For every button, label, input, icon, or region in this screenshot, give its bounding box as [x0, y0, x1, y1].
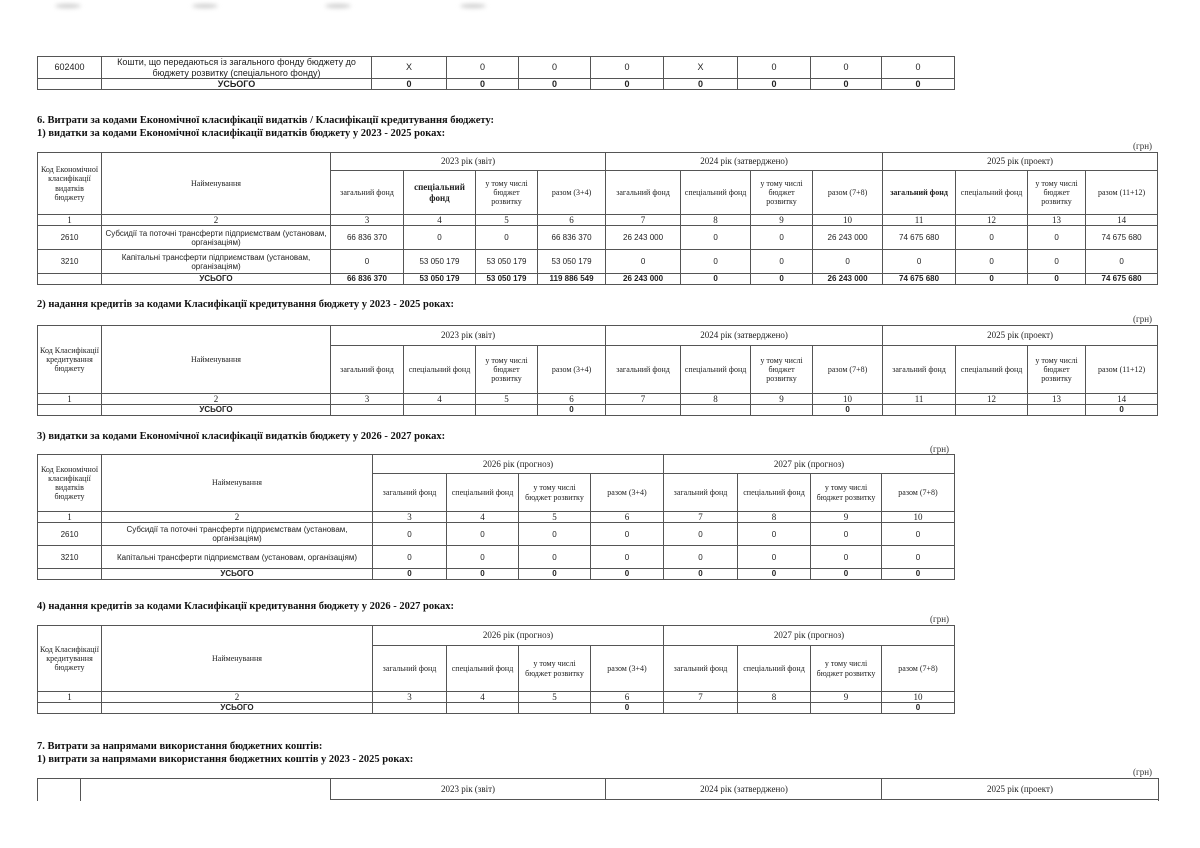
header-general: загальний фонд: [373, 474, 447, 512]
header-special: спеціальний фонд: [404, 171, 476, 215]
column-number: 3: [373, 692, 447, 703]
header-special: спеціальний фонд: [447, 646, 519, 692]
header-special: спеціальний фонд: [956, 346, 1028, 394]
total-label: УСЬОГО: [102, 703, 373, 713]
header-incl-dev: у тому числі бюджет розвитку: [1028, 171, 1086, 215]
cell: 0: [738, 523, 811, 546]
row-code: 602400: [38, 57, 102, 79]
total-row: [38, 569, 955, 579]
cell: 0: [664, 523, 738, 546]
cell: 0: [738, 79, 811, 90]
column-number: 1: [38, 692, 102, 703]
cell: 66 836 370: [331, 226, 404, 250]
total-cell: 53 050 179: [404, 274, 476, 284]
column-number: 10: [882, 692, 955, 703]
header-special: спеціальний фонд: [738, 474, 811, 512]
cell: 0: [882, 57, 955, 79]
cell: 0: [331, 250, 404, 274]
total-cell: [404, 405, 476, 415]
cell: 66 836 370: [538, 226, 606, 250]
column-number: 2: [102, 692, 373, 703]
row-name: Капітальні трансферти підприємствам (установам, організаціям): [102, 546, 373, 569]
cell: 0: [1086, 250, 1158, 274]
column-number: 4: [447, 512, 519, 523]
header-general: загальний фонд: [331, 171, 404, 215]
header-sum: разом (3+4): [591, 474, 664, 512]
header-special: спеціальний фонд: [681, 171, 751, 215]
subsection-2-title: 2) надання кредитів за кодами Класифікації кредитування бюджету у 2023 - 2025 роках:: [37, 299, 455, 310]
row-name: Субсидії та поточні трансферти підприємствам (установам, організаціям): [102, 226, 331, 250]
column-number: 13: [1028, 394, 1086, 405]
credits-2026-2027-table: [37, 625, 955, 714]
column-number: 13: [1028, 215, 1086, 226]
row-name: Кошти, що передаються із загального фонду бюджету до бюджету розвитку (спеціального фонду): [102, 57, 372, 79]
table-row: [38, 226, 1158, 250]
cell: X: [372, 57, 447, 79]
column-number: 4: [404, 215, 476, 226]
header-sum: разом (11+12): [1086, 346, 1158, 394]
header-general: загальний фонд: [373, 646, 447, 692]
unit-label: (грн): [930, 444, 950, 454]
header-special: спеціальний фонд: [404, 346, 476, 394]
header-year-2024: 2024 рік (затверджено): [605, 779, 882, 799]
header-name: Найменування: [102, 153, 331, 215]
header-year-2024: 2024 рік (затверджено): [606, 326, 883, 346]
cell: 74 675 680: [883, 226, 956, 250]
cell: 0: [519, 523, 591, 546]
cell: 0: [882, 79, 955, 90]
header-special: спеціальний фонд: [956, 171, 1028, 215]
table-row: [38, 523, 955, 546]
total-row: [38, 703, 955, 713]
total-label: УСЬОГО: [102, 274, 331, 284]
total-row: [38, 274, 1158, 284]
scan-mark: [192, 4, 218, 8]
total-cell: [606, 405, 681, 415]
column-number: 9: [751, 215, 813, 226]
total-cell: [373, 703, 447, 713]
total-label: УСЬОГО: [102, 569, 373, 579]
header-sum: разом (7+8): [882, 646, 955, 692]
unit-label: (грн): [1133, 314, 1153, 324]
header-code: Код Класифікації кредитування бюджету: [38, 626, 102, 692]
header-special: спеціальний фонд: [447, 474, 519, 512]
header-incl-dev: у тому числі бюджет розвитку: [751, 346, 813, 394]
total-cell: 0: [751, 274, 813, 284]
cell: 0: [372, 79, 447, 90]
cell: [38, 405, 102, 415]
total-cell: [738, 703, 811, 713]
cell: [38, 79, 102, 90]
column-numbers-row: [38, 692, 955, 703]
row-code: 3210: [38, 250, 102, 274]
column-number: 1: [38, 394, 102, 405]
header-general: загальний фонд: [883, 171, 956, 215]
header-year-2023: 2023 рік (звіт): [331, 326, 606, 346]
total-cell: [681, 405, 751, 415]
total-cell: 0: [447, 569, 519, 579]
column-number: 5: [476, 215, 538, 226]
cell: 0: [519, 79, 591, 90]
total-row: [38, 405, 1158, 415]
header-sum: разом (3+4): [538, 171, 606, 215]
column-number: 5: [476, 394, 538, 405]
column-number: 4: [404, 394, 476, 405]
header-special: спеціальний фонд: [681, 346, 751, 394]
total-cell: 0: [813, 405, 883, 415]
cell: 0: [681, 226, 751, 250]
cell: 0: [956, 226, 1028, 250]
header-general: загальний фонд: [883, 346, 956, 394]
header-incl-dev: у тому числі бюджет розвитку: [751, 171, 813, 215]
header-name: Найменування: [102, 626, 373, 692]
column-number: 1: [38, 215, 102, 226]
total-cell: 0: [1086, 405, 1158, 415]
cell: 0: [811, 546, 882, 569]
header-code: Код Економічної класифікації видатків бюджету: [38, 455, 102, 512]
column-number: 7: [664, 512, 738, 523]
subsection-3-title: 3) видатки за кодами Економічної класифікації видатків бюджету у 2026 - 2027 роках:: [37, 431, 446, 442]
column-number: 11: [883, 215, 956, 226]
cell: 0: [519, 546, 591, 569]
total-cell: [331, 405, 404, 415]
row-name: Капітальні трансферти підприємствам (установам, організаціям): [102, 250, 331, 274]
unit-label: (грн): [930, 614, 950, 624]
cell: 0: [811, 79, 882, 90]
header-year-2027: 2027 рік (прогноз): [664, 455, 955, 474]
total-cell: 74 675 680: [883, 274, 956, 284]
total-cell: 53 050 179: [476, 274, 538, 284]
cell: 0: [664, 546, 738, 569]
total-cell: 0: [519, 569, 591, 579]
header-row: [38, 455, 955, 474]
column-number: 8: [681, 394, 751, 405]
header-row: [38, 153, 1158, 171]
total-cell: [664, 703, 738, 713]
cell: 0: [956, 250, 1028, 274]
total-cell: 0: [811, 569, 882, 579]
total-row: [38, 79, 955, 90]
cell: 0: [373, 523, 447, 546]
subsection-4-title: 4) надання кредитів за кодами Класифікації кредитування бюджету у 2026 - 2027 роках:: [37, 601, 455, 612]
header-name: Найменування: [102, 455, 373, 512]
header-year-2024: 2024 рік (затверджено): [606, 153, 883, 171]
column-number: 4: [447, 692, 519, 703]
column-number: 6: [538, 215, 606, 226]
cell: 0: [447, 79, 519, 90]
cell: 0: [811, 57, 882, 79]
scan-mark: [325, 4, 351, 8]
cell: X: [664, 57, 738, 79]
column-number: 12: [956, 215, 1028, 226]
table-row: [38, 546, 955, 569]
total-cell: 0: [591, 569, 664, 579]
cell: 0: [591, 57, 664, 79]
expenses-2023-2025-table: [37, 152, 1158, 285]
header-general: загальний фонд: [331, 346, 404, 394]
total-cell: 0: [738, 569, 811, 579]
column-number: 11: [883, 394, 956, 405]
table-row: [38, 57, 955, 79]
cell: 26 243 000: [813, 226, 883, 250]
cell: 0: [883, 250, 956, 274]
total-cell: 0: [882, 703, 955, 713]
cell: 0: [738, 546, 811, 569]
cell: 0: [591, 523, 664, 546]
header-code: Код Класифікації кредитування бюджету: [38, 326, 102, 394]
header-year-2023: 2023 рік (звіт): [331, 153, 606, 171]
section-7-title: 7. Витрати за напрямами використання бюджетних коштів:: [37, 741, 323, 752]
cell: 0: [882, 523, 955, 546]
column-number: 6: [538, 394, 606, 405]
cell: 0: [591, 546, 664, 569]
header-code: Код Економічної класифікації видатків бюджету: [38, 153, 102, 215]
total-cell: 119 886 549: [538, 274, 606, 284]
column-number: 9: [811, 692, 882, 703]
column-number: 8: [738, 692, 811, 703]
cell: 0: [1028, 226, 1086, 250]
cell: 0: [373, 546, 447, 569]
header-year-2025: 2025 рік (проект): [881, 779, 1158, 799]
column-number: 1: [38, 512, 102, 523]
header-general: загальний фонд: [606, 171, 681, 215]
cell: [38, 703, 102, 713]
header-row: [38, 326, 1158, 346]
cell: 0: [882, 546, 955, 569]
cell: 0: [664, 79, 738, 90]
table-row: [38, 250, 1158, 274]
total-cell: [811, 703, 882, 713]
section-6-title: 6. Витрати за кодами Економічної класифікації видатків / Класифікації кредитування бюджету:: [37, 115, 495, 126]
header-sum: разом (3+4): [538, 346, 606, 394]
total-cell: [519, 703, 591, 713]
cell: 26 243 000: [606, 226, 681, 250]
column-number: 8: [681, 215, 751, 226]
total-cell: [447, 703, 519, 713]
header-general: загальний фонд: [664, 646, 738, 692]
header-general: загальний фонд: [606, 346, 681, 394]
column-number: 2: [102, 394, 331, 405]
row-code: 3210: [38, 546, 102, 569]
header-row: [38, 626, 955, 646]
header-general: загальний фонд: [664, 474, 738, 512]
total-cell: [476, 405, 538, 415]
column-number: 9: [811, 512, 882, 523]
column-number: 5: [519, 692, 591, 703]
header-incl-dev: у тому числі бюджет розвитку: [476, 171, 538, 215]
cell: 53 050 179: [404, 250, 476, 274]
header-sum: разом (3+4): [591, 646, 664, 692]
row-code: 2610: [38, 226, 102, 250]
total-cell: 0: [538, 405, 606, 415]
total-cell: 0: [882, 569, 955, 579]
column-number: 14: [1086, 394, 1158, 405]
header-year-2025: 2025 рік (проект): [883, 153, 1158, 171]
header-incl-dev: у тому числі бюджет розвитку: [1028, 346, 1086, 394]
column-number: 2: [102, 512, 373, 523]
cell: 0: [751, 226, 813, 250]
column-number: 3: [331, 394, 404, 405]
header-year-2025: 2025 рік (проект): [883, 326, 1158, 346]
column-number: 9: [751, 394, 813, 405]
cell: 0: [591, 79, 664, 90]
column-number: 3: [373, 512, 447, 523]
column-number: 10: [813, 215, 883, 226]
header-year-2026: 2026 рік (прогноз): [373, 455, 664, 474]
total-cell: [751, 405, 813, 415]
header-year-2026: 2026 рік (прогноз): [373, 626, 664, 646]
scan-mark: [460, 4, 486, 8]
cell: 0: [1028, 250, 1086, 274]
cell: [38, 274, 102, 284]
header-sum: разом (7+8): [813, 171, 883, 215]
total-label: УСЬОГО: [102, 405, 331, 415]
cell: 0: [476, 226, 538, 250]
cell: 0: [447, 57, 519, 79]
column-number: 7: [606, 215, 681, 226]
cell: 53 050 179: [476, 250, 538, 274]
total-cell: [1028, 405, 1086, 415]
cell: 0: [681, 250, 751, 274]
total-cell: 74 675 680: [1086, 274, 1158, 284]
column-numbers-row: [38, 394, 1158, 405]
header-special: спеціальний фонд: [738, 646, 811, 692]
column-number: 5: [519, 512, 591, 523]
cell: 0: [811, 523, 882, 546]
total-cell: 0: [591, 703, 664, 713]
total-cell: 0: [664, 569, 738, 579]
cell: [38, 569, 102, 579]
column-number: 6: [591, 512, 664, 523]
budget-directions-table: [37, 778, 1159, 801]
cell: 0: [447, 523, 519, 546]
total-cell: 0: [373, 569, 447, 579]
total-cell: 66 836 370: [331, 274, 404, 284]
header-year-2023: 2023 рік (звіт): [440, 784, 496, 794]
expenses-2026-2027-table: [37, 454, 955, 580]
header-incl-dev: у тому числі бюджет розвитку: [519, 474, 591, 512]
column-numbers-row: [38, 512, 955, 523]
header-name: Найменування: [102, 326, 331, 394]
column-number: 7: [664, 692, 738, 703]
header-incl-dev: у тому числі бюджет розвитку: [811, 646, 882, 692]
total-cell: 26 243 000: [606, 274, 681, 284]
total-cell: 0: [956, 274, 1028, 284]
column-number: 10: [882, 512, 955, 523]
section-7-subsection-1-title: 1) витрати за напрямами використання бюджетних коштів у 2023 - 2025 роках:: [37, 754, 414, 765]
cell: 0: [738, 57, 811, 79]
unit-label: (грн): [1133, 141, 1153, 151]
total-cell: 0: [1028, 274, 1086, 284]
total-cell: 26 243 000: [813, 274, 883, 284]
total-cell: [956, 405, 1028, 415]
total-cell: 0: [681, 274, 751, 284]
header-sum: разом (7+8): [813, 346, 883, 394]
cell: 74 675 680: [1086, 226, 1158, 250]
row-name: Субсидії та поточні трансферти підприємствам (установам, організаціям): [102, 523, 373, 546]
transfer-table: [37, 56, 955, 90]
scan-mark: [55, 4, 81, 8]
total-label: УСЬОГО: [102, 79, 372, 90]
cell: 0: [447, 546, 519, 569]
subsection-1-title: 1) видатки за кодами Економічної класифікації видатків бюджету у 2023 - 2025 роках:: [37, 128, 446, 139]
column-number: 8: [738, 512, 811, 523]
cell: 0: [606, 250, 681, 274]
cell: 0: [404, 226, 476, 250]
header-incl-dev: у тому числі бюджет розвитку: [519, 646, 591, 692]
column-divider: [80, 779, 81, 801]
year-header-group: [330, 779, 1158, 800]
column-number: 12: [956, 394, 1028, 405]
unit-label: (грн): [1133, 767, 1153, 777]
column-number: 14: [1086, 215, 1158, 226]
row-code: 2610: [38, 523, 102, 546]
column-number: 7: [606, 394, 681, 405]
cell: 0: [751, 250, 813, 274]
cell: 53 050 179: [538, 250, 606, 274]
header-year-2027: 2027 рік (прогноз): [664, 626, 955, 646]
column-number: 6: [591, 692, 664, 703]
header-sum: разом (11+12): [1086, 171, 1158, 215]
cell: 0: [813, 250, 883, 274]
header-sum: разом (7+8): [882, 474, 955, 512]
column-number: 2: [102, 215, 331, 226]
column-number: 10: [813, 394, 883, 405]
cell: 0: [519, 57, 591, 79]
column-number: 3: [331, 215, 404, 226]
total-cell: [883, 405, 956, 415]
header-incl-dev: у тому числі бюджет розвитку: [811, 474, 882, 512]
header-incl-dev: у тому числі бюджет розвитку: [476, 346, 538, 394]
column-numbers-row: [38, 215, 1158, 226]
credits-2023-2025-table: [37, 325, 1158, 416]
